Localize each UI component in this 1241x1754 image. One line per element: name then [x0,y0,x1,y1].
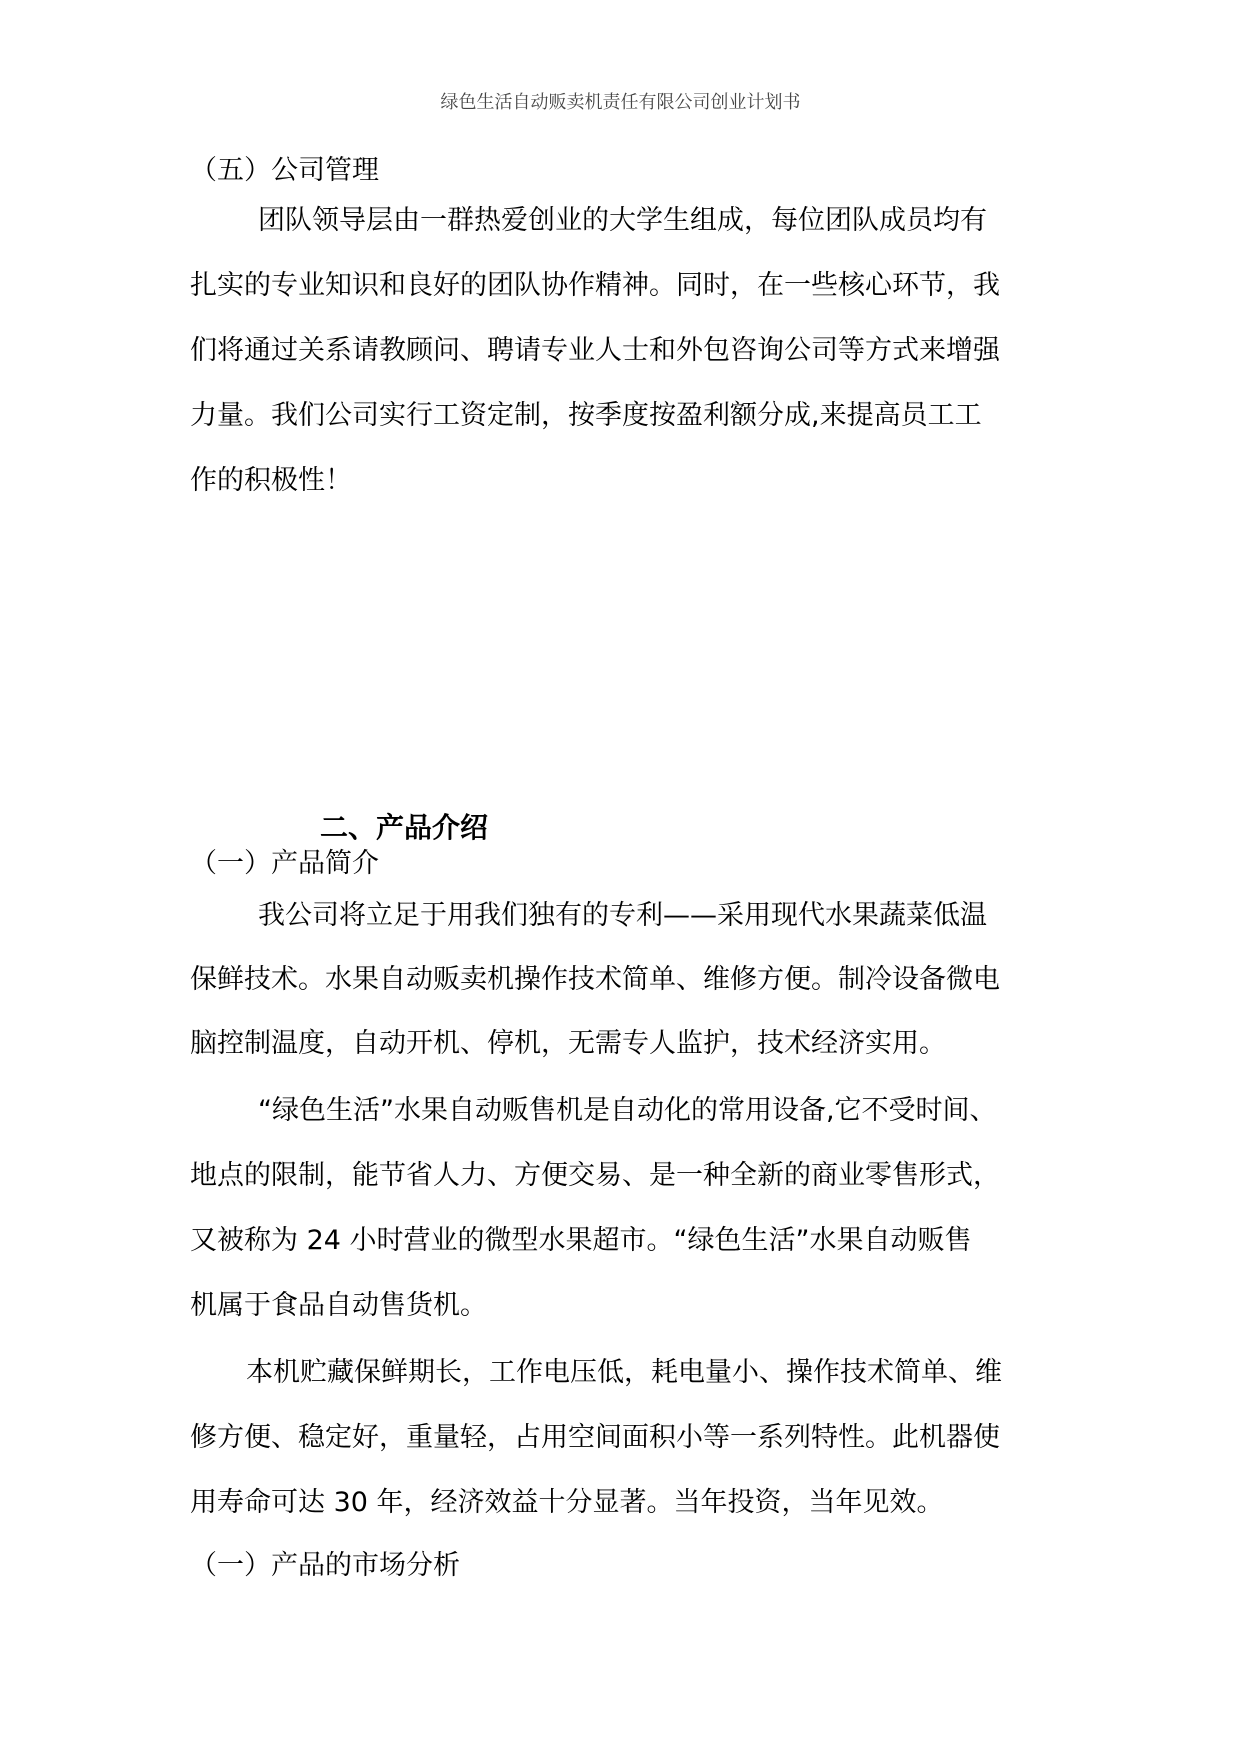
paragraph-line: 用寿命可达 30 年，经济效益十分显著。当年投资，当年见效。 [190,1487,944,1518]
paragraph-line: 地点的限制，能节省人力、方便交易、是一种全新的商业零售形式， [190,1160,1000,1191]
section-heading-market-analysis: （一）产品的市场分析 [190,1550,460,1581]
section-heading-product-intro: （一）产品简介 [190,848,379,879]
section-heading-management: （五）公司管理 [190,155,379,186]
paragraph-line: 我公司将立足于用我们独有的专利——采用现代水果蔬菜低温 [258,900,987,931]
paragraph-line: 力量。我们公司实行工资定制，按季度按盈利额分成,来提高员工工 [190,400,982,431]
paragraph-line: 保鲜技术。水果自动贩卖机操作技术简单、维修方便。制冷设备微电 [190,964,1000,995]
paragraph-line: 作的积极性！ [190,465,352,496]
paragraph-line: 修方便、稳定好，重量轻，占用空间面积小等一系列特性。此机器使 [190,1422,1000,1453]
paragraph-line: 们将通过关系请教顾问、聘请专业人士和外包咨询公司等方式来增强 [190,335,1000,366]
chapter-title: 二、产品介绍 [320,811,489,844]
paragraph-line: 机属于食品自动售货机。 [190,1290,487,1321]
page-header: 绿色生活自动贩卖机责任有限公司创业计划书 [440,92,801,113]
paragraph-line: “绿色生活”水果自动贩售机是自动化的常用设备,它不受时间、 [258,1095,997,1126]
paragraph-line: 扎实的专业知识和良好的团队协作精神。同时，在一些核心环节，我 [190,270,1000,301]
paragraph-line: 团队领导层由一群热爱创业的大学生组成，每位团队成员均有 [258,205,987,236]
paragraph-line: 又被称为 24 小时营业的微型水果超市。“绿色生活”水果自动贩售 [190,1225,972,1256]
paragraph-line: 脑控制温度，自动开机、停机，无需专人监护，技术经济实用。 [190,1028,946,1059]
paragraph-line: 本机贮藏保鲜期长，工作电压低，耗电量小、操作技术简单、维 [246,1357,1002,1388]
